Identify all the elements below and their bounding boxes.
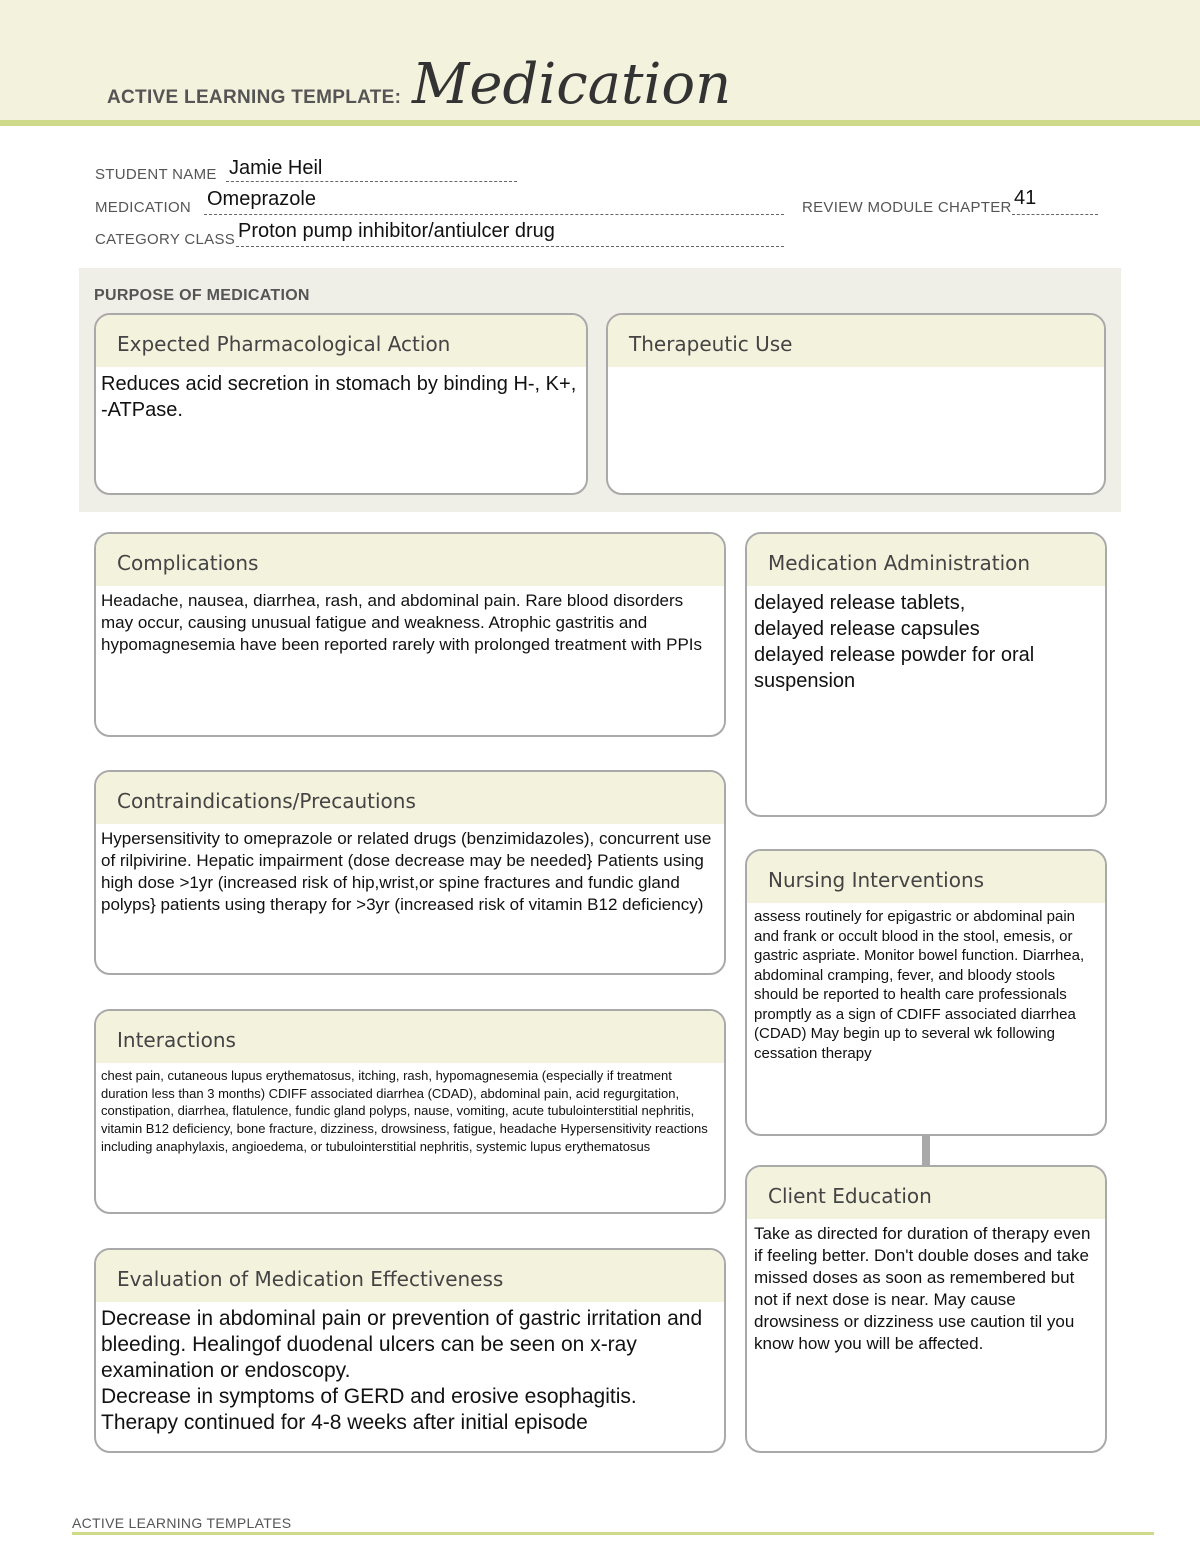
therapeutic-use-text[interactable]: [608, 367, 1104, 371]
expected-action-text[interactable]: Reduces acid secretion in stomach by binding H-, K+, -ATPase.: [101, 373, 577, 421]
category-class-value[interactable]: Proton pump inhibitor/antiulcer drug: [238, 220, 555, 242]
category-class-label: CATEGORY CLASS: [95, 231, 236, 248]
evaluation-heading: Evaluation of Medication Effectiveness: [96, 1250, 724, 1302]
footer-label: ACTIVE LEARNING TEMPLATES: [72, 1515, 292, 1531]
expected-action-heading: Expected Pharmacological Action: [96, 315, 586, 367]
client-education-heading: Client Education: [747, 1167, 1105, 1219]
evaluation-box: [94, 1248, 726, 1453]
nursing-interventions-heading: Nursing Interventions: [747, 851, 1105, 903]
footer-rule: [72, 1532, 1154, 1535]
box-connector: [922, 1134, 930, 1166]
administration-line: delayed release capsules: [754, 618, 980, 640]
review-module-underline: [1012, 214, 1098, 215]
complications-text[interactable]: Headache, nausea, diarrhea, rash, and abdominal pain. Rare blood disorders may occur, causing unusual fatigue and weakness. Atrophic gastritis and hypomagnesemia have been reported rarely with prolonged treatment with PPIs: [101, 591, 703, 655]
administration-heading: Medication Administration: [747, 534, 1105, 586]
header-rule: [0, 120, 1200, 126]
complications-heading: Complications: [96, 534, 724, 586]
evaluation-text[interactable]: [96, 1302, 724, 1436]
administration-line: delayed release powder for oral suspension: [754, 644, 1035, 692]
review-module-label: REVIEW MODULE CHAPTER: [802, 199, 1012, 216]
page-title: Medication: [412, 52, 732, 117]
medication-value[interactable]: Omeprazole: [207, 188, 316, 210]
administration-text[interactable]: [747, 586, 1105, 694]
evaluation-line: Decrease in abdominal pain or prevention of gastric irritation and bleeding. Healingof duodenal ulcers can be seen on x-ray examination or endoscopy.: [101, 1307, 703, 1383]
contraindications-box: [94, 770, 726, 975]
client-education-text[interactable]: Take as directed for duration of therapy even if feeling better. Don't double doses and take missed doses as soon as remembered but not if next dose is near. May cause drowsiness or dizziness use caution til you know how you will be affected.: [754, 1224, 1091, 1354]
nursing-interventions-box: [745, 849, 1107, 1136]
medication-label: MEDICATION: [95, 199, 192, 216]
interactions-heading: Interactions: [96, 1011, 724, 1063]
expected-action-box: [94, 313, 588, 495]
client-education-box: [745, 1165, 1107, 1453]
therapeutic-use-box: [606, 313, 1106, 495]
contraindications-text[interactable]: Hypersensitivity to omeprazole or related drugs (benzimidazoles), concurrent use of rilpivirine. Hepatic impairment (dose decrease may be needed} Patients using high dose >1yr (increased risk of hip,wrist,or spine fractures and fundic gland polyps} patients using therapy for >3yr (increased risk of vitamin B12 deficiency): [101, 829, 712, 915]
template-prefix: ACTIVE LEARNING TEMPLATE:: [107, 87, 402, 108]
medication-underline: [204, 214, 784, 215]
interactions-text[interactable]: chest pain, cutaneous lupus erythematosus, itching, rash, hypomagnesemia (especially if treatment duration less than 3 months) CDIFF associated diarrhea (CDAD), abdominal pain, acid regurgitation, constipation, diarrhea, flatulence, fundic gland polyps, nause, vomiting, acute tubulointerstitial nephritis, vitamin B12 deficiency, bone fracture, dizziness, drowsiness, fatigue, headache Hypersensitivity reactions including anaphylaxis, angioedema, or tubulointerstitial nephritis, systemic lupus erythematosus: [101, 1068, 708, 1154]
student-name-underline: [226, 181, 517, 182]
therapeutic-use-heading: Therapeutic Use: [608, 315, 1104, 367]
category-class-underline: [236, 246, 784, 247]
complications-box: [94, 532, 726, 737]
evaluation-line: Decrease in symptoms of GERD and erosive esophagitis. Therapy continued for 4-8 weeks after initial episode: [101, 1385, 637, 1435]
interactions-box: [94, 1009, 726, 1214]
student-name-label: STUDENT NAME: [95, 166, 217, 183]
student-name-value[interactable]: Jamie Heil: [229, 157, 323, 179]
review-module-value[interactable]: 41: [1014, 187, 1037, 209]
nursing-interventions-text[interactable]: assess routinely for epigastric or abdominal pain and frank or occult blood in the stool, emesis, or gastric aspriate. Monitor bowel function. Diarrhea, abdominal cramping, fever, and bloody stools should be reported to health care professionals promptly as a sign of CDIFF associated diarrhea (CDAD) May begin up to several wk following cessation therapy: [754, 908, 1085, 1062]
purpose-title: PURPOSE OF MEDICATION: [94, 287, 310, 304]
contraindications-heading: Contraindications/Precautions: [96, 772, 724, 824]
administration-box: [745, 532, 1107, 817]
administration-line: delayed release tablets,: [754, 592, 966, 614]
